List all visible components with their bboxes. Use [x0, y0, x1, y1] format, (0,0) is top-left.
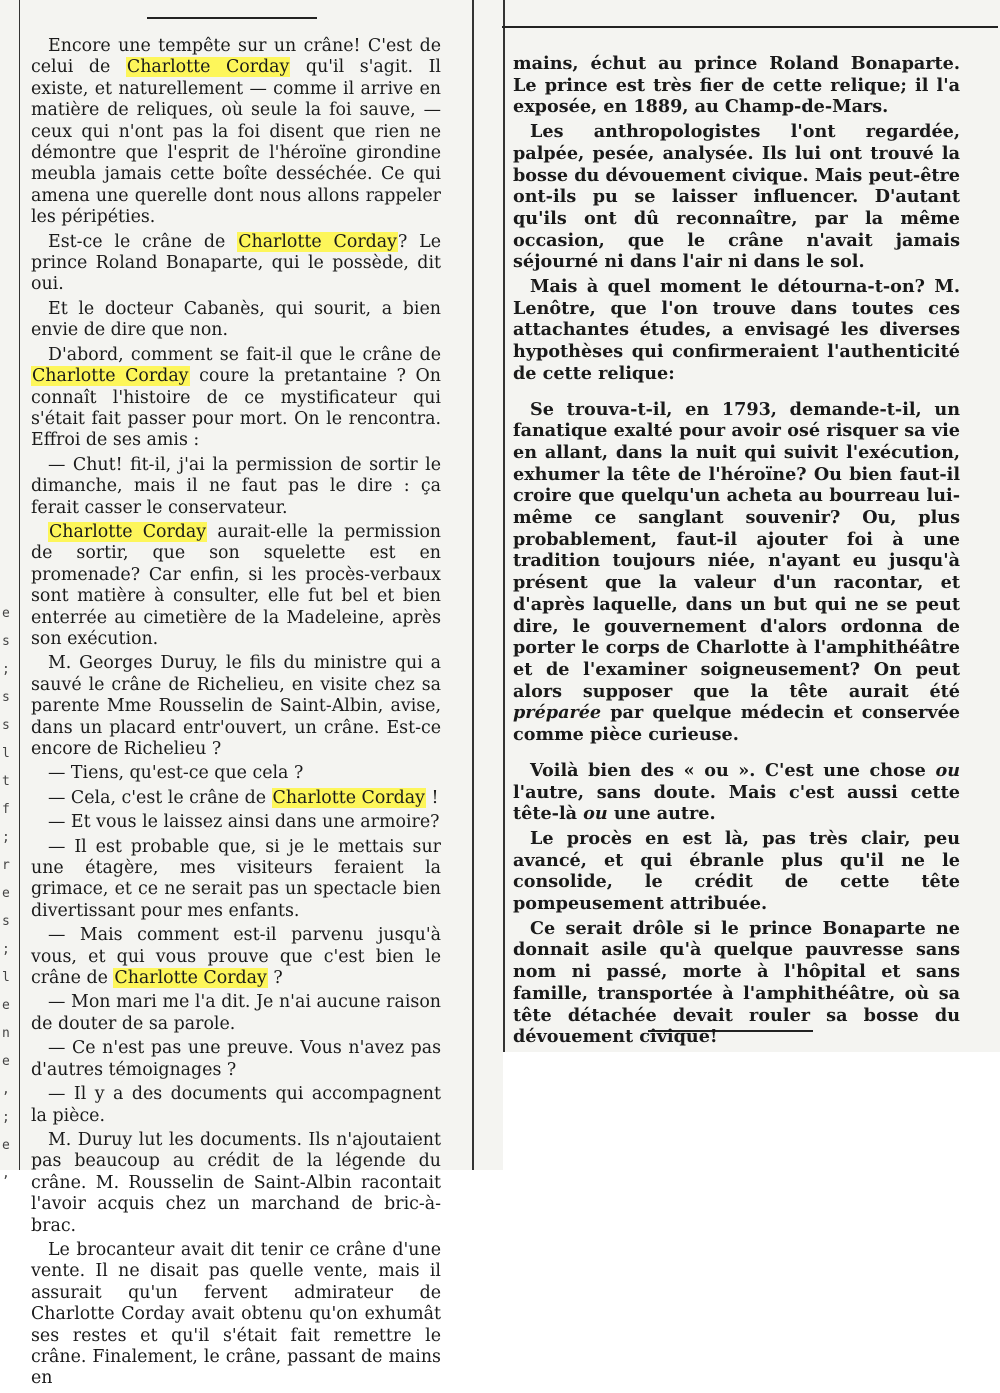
paragraph-r2 [513, 121, 960, 273]
right-column-border [503, 0, 505, 1052]
text-run: — Il y a des documents qui accompagnent la pièce. [31, 1084, 441, 1126]
paragraph-p8 [31, 763, 441, 784]
text-run: — Cela, c'est le crâne de [48, 787, 272, 808]
text-run: Encore une tempête sur un crâne! C'est de celui de [31, 36, 441, 78]
text-run: Est-ce le crâne de [48, 231, 238, 252]
text-run: mains, échut au prince Roland Bonaparte. Le prince est très fier de cette relique; il l'a exposée, en 1889, au Champ-de-Mars. [513, 53, 960, 118]
paragraph-p15 [31, 1084, 441, 1127]
text-run: Voilà bien des « ou ». C'est une chose [530, 759, 936, 781]
paragraph-p13 [31, 992, 441, 1035]
cropped-margin-fragment: e s ; s s l t f ; r e s ; l e n e , ; e , [2, 606, 10, 1181]
center-column-border [472, 0, 474, 1170]
text-run: ! [425, 787, 439, 808]
text-run: Ce serait drôle si le prince Bonaparte ne donnait asile qu'à quelque pauvresse sans nom ni passé, morte à l'hôpital et sans famille, transportée à l'amphithéâtre, où sa tête détachée devait rouler sa bosse du dévouement civique! [513, 917, 960, 1048]
highlighted-name: Charlotte Corday [272, 787, 425, 808]
text-run: qu'il s'agit. Il existe, et naturellement — comme il arrive en matière de reliques, où seule la foi sauve, — ceux qui n'ont pas la foi disent que rien ne démontre que l'esprit de l'héroïne girondine meubla jamais cette boîte desséchée. Ce qui amena une querelle dont nous allons rappeler les péripéties. [31, 57, 441, 228]
paragraph-p11 [31, 837, 441, 923]
text-run: — Tiens, qu'est-ce que cela ? [48, 763, 304, 784]
text-run: — Mon mari me l'a dit. Je n'ai aucune raison de douter de sa parole. [31, 992, 441, 1034]
text-run: aurait-elle la permission de sortir, que son squelette est en promenade? Car enfin, si les procès-verbaux sont matière à consulter, elle fut bel et bien enterrée au cimetière de la Madeleine, après son exécution. [31, 521, 441, 649]
highlighted-name: Charlotte Corday [49, 521, 207, 542]
text-run: par quelque médecin et conservée comme pièce curieuse. [513, 702, 960, 746]
text-run: coure la pretantaine ? On connaît l'histoire de ce mystificateur qui s'était fait passer pour mort. On le rencontra. Effroi de ses amis : [31, 366, 441, 451]
highlighted-name: Charlotte Corday [126, 57, 290, 78]
paragraph-p5 [31, 455, 441, 519]
highlighted-name: Charlotte Corday [114, 968, 267, 989]
left-column-border [19, 0, 20, 1170]
paragraph-p9 [31, 788, 441, 809]
paragraph-r6 [513, 828, 960, 915]
text-run: — Et vous le laissez ainsi dans une armoire? [48, 812, 440, 833]
paragraph-p16 [31, 1130, 441, 1237]
paragraph-r3 [513, 276, 960, 385]
highlighted-name: Charlotte Corday [238, 231, 397, 252]
text-run: une autre. [607, 803, 716, 825]
text-run: Se trouva-t-il, en 1793, demande-t-il, un fanatique exalté pour avoir osé risquer sa vie en allant, dans la nuit qui suivit l'exécution, exhumer la tête de l'héroïne? Ou bien faut-il croire que quelqu'un acheta au bourreau lui-même ce sanglant souvenir? Ou, plus probablement, faut-il ajouter foi à une tradition toujours niée, n'ayant eu jusqu'à présent que la valeur d'un racontar, et d'après laquelle, dans un but qui ne se peut dire, le gouvernement d'alors ordonna de porter le corps de Charlotte à l'amphithéâtre et de l'examiner soigneusement? On peut alors supposer que la tête aurait été [513, 398, 960, 702]
right-article-column [513, 53, 960, 1051]
text-run: Le procès en est là, pas très clair, peu avancé, et qui ébranle plus qu'il ne le consolide, le crédit de cette tête pompeusement attribuée. [513, 827, 960, 915]
paragraph-r5 [513, 760, 960, 825]
paragraph-p1 [31, 36, 441, 229]
text-run: D'abord, comment se fait-il que le crâne de [48, 344, 441, 365]
paragraph-r1 [513, 53, 960, 118]
text-run: M. Duruy lut les documents. Ils n'ajoutaient pas beaucoup au crédit de la légende du crâne. M. Rousselin de Saint-Albin racontait l'avoir acquis chez un marchand de bric-à-brac. [31, 1129, 441, 1236]
left-top-rule [147, 17, 317, 19]
paragraph-p4 [31, 345, 441, 452]
text-run: Le brocanteur avait dit tenir ce crâne d'une vente. Il ne disait pas quelle vente, mais il assurait qu'un fervent admirateur de Charlotte Corday avait obtenu qu'on exhumât ses restes et qu'il s'était fait remettre le crâne. Finalement, le crâne, passant de mains en [31, 1239, 441, 1389]
text-run: ? Le prince Roland Bonaparte, qui le possède, dit oui. [31, 231, 441, 295]
text-run: Les anthropologistes l'ont regardée, palpée, pesée, analysée. Ils lui ont trouvé la bosse du dévouement civique. Mais peut-être ont-ils pu se laisser influencer. D'autant qu'ils ont dû reconnaître, par la même occasion, que le crâne n'avait jamais séjourné ni dans l'air ni dans le sol. [513, 121, 960, 273]
right-top-rule [502, 26, 998, 28]
text-run: Et le docteur Cabanès, qui sourit, a bien envie de dire que non. [31, 298, 441, 341]
text-run: M. Georges Duruy, le fils du ministre qui a sauvé le crâne de Richelieu, en visite chez sa parente Mme Rousselin de Saint-Albin, avise, dans un placard entr'ouvert, un crâne. Est-ce encore de Richelieu ? [31, 653, 441, 759]
paragraph-p3 [31, 299, 441, 342]
text-run: — Mais comment est-il parvenu jusqu'à vous, et qui vous prouve que c'est bien le crâne de [31, 925, 441, 989]
paragraph-p6 [31, 522, 441, 650]
paragraph-r7 [513, 918, 960, 1048]
paragraph-r4 [513, 399, 960, 746]
text-run: l'autre, sans doute. Mais c'est aussi cette tête-là [513, 781, 960, 825]
highlighted-name: Charlotte Corday [32, 366, 189, 387]
paragraph-p2 [31, 232, 441, 296]
text-run: — Ce n'est pas une preuve. Vous n'avez pas d'autres témoignages ? [31, 1038, 441, 1080]
text-run: ? [267, 968, 283, 989]
paragraph-p7 [31, 653, 441, 760]
text-run: préparée [513, 702, 602, 724]
left-article-column [31, 36, 441, 1393]
text-run: ou [935, 759, 960, 781]
text-run: ou [583, 803, 608, 825]
paragraph-p12 [31, 925, 441, 989]
text-run: Mais à quel moment le détourna-t-on? M. Lenôtre, que l'on trouve dans toutes ces attachantes études, a envisagé les diverses hypothèses qui confirmeraient l'authenticité de cette relique: [513, 276, 960, 384]
text-run: — Chut! fit-il, j'ai la permission de sortir le dimanche, mais il ne faut pas le dire : ça ferait casser le conservateur. [31, 454, 441, 518]
paragraph-p14 [31, 1038, 441, 1081]
paragraph-p17 [31, 1240, 441, 1390]
text-run: — Il est probable que, si je le mettais sur une étagère, mes visiteurs feraient la grimace, et ce ne serait pas un spectacle bien divertissant pour mes enfants. [31, 836, 441, 921]
paragraph-p10 [31, 812, 441, 833]
